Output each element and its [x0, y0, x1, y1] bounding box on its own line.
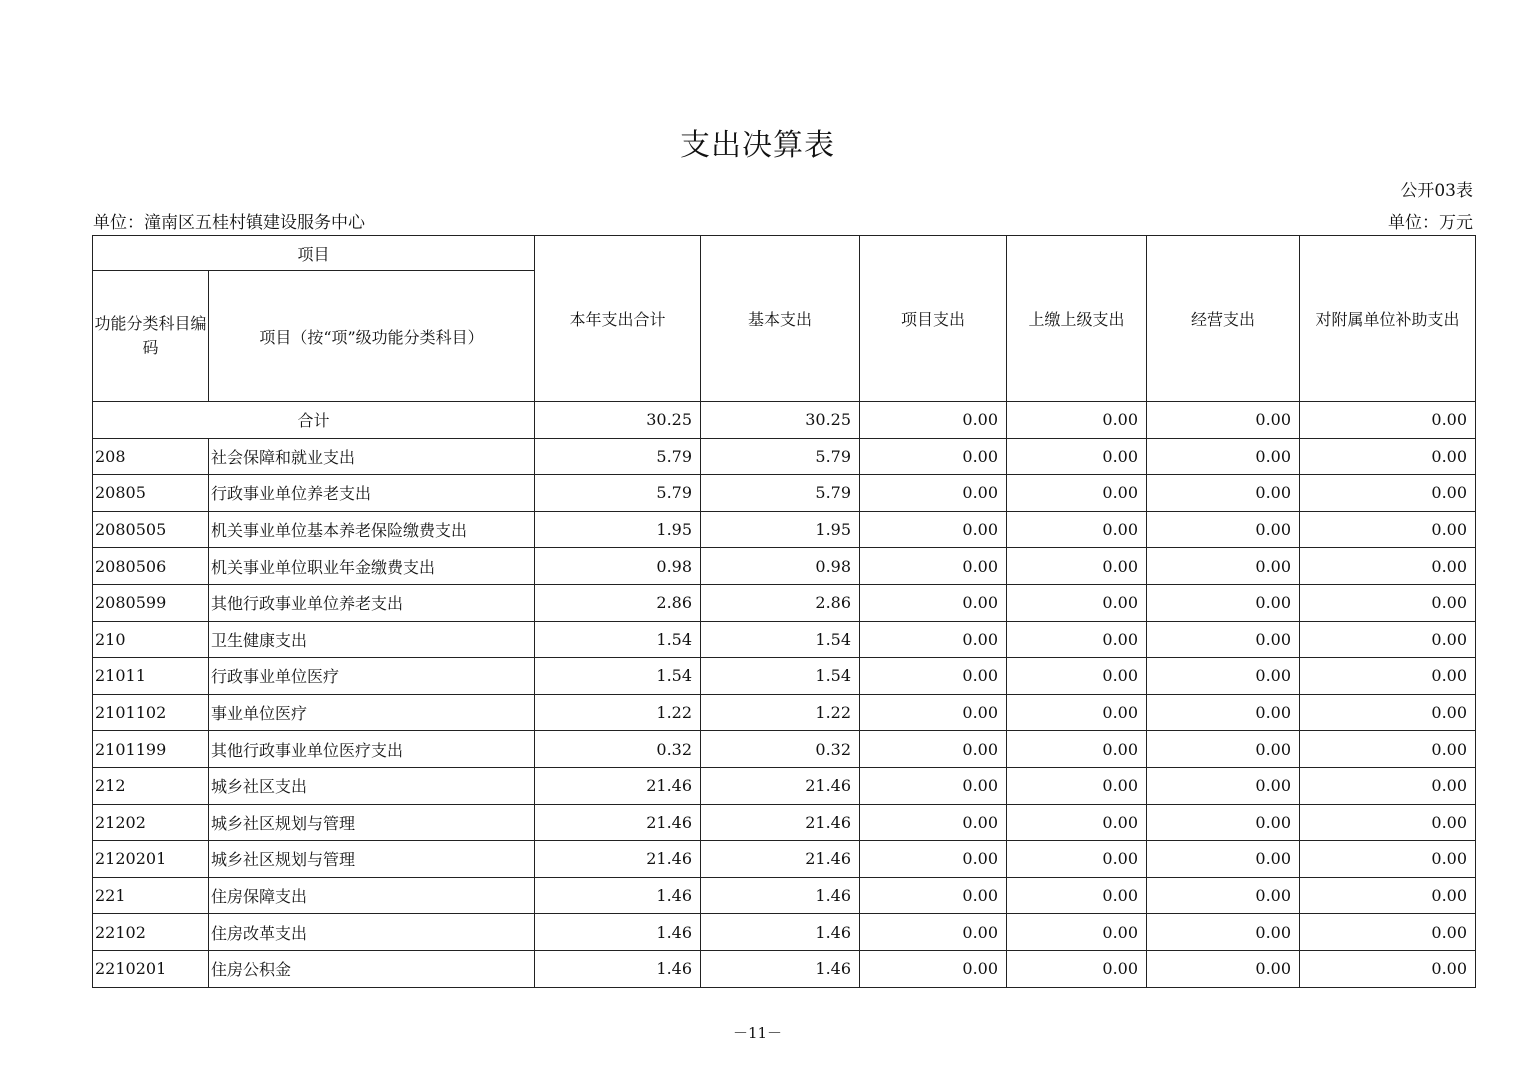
row-subsidy: 0.00: [1300, 658, 1476, 695]
row-total: 1.46: [535, 877, 701, 914]
row-total: 1.22: [535, 694, 701, 731]
row-subsidy: 0.00: [1300, 914, 1476, 951]
row-basic: 5.79: [701, 438, 860, 475]
row-project: 0.00: [860, 621, 1007, 658]
row-project: 0.00: [860, 731, 1007, 768]
row-total: 0.32: [535, 731, 701, 768]
row-name: 住房改革支出: [209, 914, 535, 951]
summary-total: 30.25: [535, 402, 701, 439]
row-name: 行政事业单位养老支出: [209, 475, 535, 512]
row-business: 0.00: [1147, 914, 1300, 951]
row-code: 2120201: [93, 841, 209, 878]
row-code: 21011: [93, 658, 209, 695]
row-code: 2080506: [93, 548, 209, 585]
row-total: 2.86: [535, 584, 701, 621]
row-business: 0.00: [1147, 841, 1300, 878]
table-row: [93, 438, 1476, 475]
row-code: 20805: [93, 475, 209, 512]
row-upper: 0.00: [1007, 658, 1147, 695]
organization-unit: 单位：潼南区五桂村镇建设服务中心: [93, 213, 365, 233]
row-code: 2101102: [93, 694, 209, 731]
row-basic: 21.46: [701, 804, 860, 841]
row-project: 0.00: [860, 511, 1007, 548]
row-total: 1.54: [535, 658, 701, 695]
row-code: 2101199: [93, 731, 209, 768]
row-total: 5.79: [535, 475, 701, 512]
row-upper: 0.00: [1007, 731, 1147, 768]
row-total: 21.46: [535, 804, 701, 841]
table-row: [93, 694, 1476, 731]
row-business: 0.00: [1147, 877, 1300, 914]
row-business: 0.00: [1147, 658, 1300, 695]
row-total: 1.46: [535, 914, 701, 951]
form-number: 公开03表: [1400, 181, 1473, 201]
row-business: 0.00: [1147, 438, 1300, 475]
table-row: [93, 767, 1476, 804]
row-project: 0.00: [860, 438, 1007, 475]
summary-business: 0.00: [1147, 402, 1300, 439]
row-upper: 0.00: [1007, 914, 1147, 951]
row-project: 0.00: [860, 950, 1007, 987]
row-name: 行政事业单位医疗: [209, 658, 535, 695]
row-subsidy: 0.00: [1300, 694, 1476, 731]
currency-unit: 单位：万元: [1388, 213, 1473, 233]
header-code: 功能分类科目编码: [93, 271, 209, 402]
row-business: 0.00: [1147, 621, 1300, 658]
row-basic: 21.46: [701, 767, 860, 804]
row-upper: 0.00: [1007, 621, 1147, 658]
header-basic: 基本支出: [701, 236, 860, 402]
row-subsidy: 0.00: [1300, 438, 1476, 475]
table-row: [93, 511, 1476, 548]
row-code: 221: [93, 877, 209, 914]
row-project: 0.00: [860, 914, 1007, 951]
row-business: 0.00: [1147, 548, 1300, 585]
summary-label: 合计: [93, 402, 535, 439]
row-business: 0.00: [1147, 511, 1300, 548]
row-basic: 1.46: [701, 950, 860, 987]
row-upper: 0.00: [1007, 841, 1147, 878]
table-row: [93, 950, 1476, 987]
row-business: 0.00: [1147, 475, 1300, 512]
row-subsidy: 0.00: [1300, 621, 1476, 658]
table-row: [93, 841, 1476, 878]
row-basic: 1.22: [701, 694, 860, 731]
row-subsidy: 0.00: [1300, 767, 1476, 804]
row-business: 0.00: [1147, 694, 1300, 731]
expenditure-table: [92, 235, 1476, 988]
row-basic: 0.98: [701, 548, 860, 585]
row-name: 其他行政事业单位医疗支出: [209, 731, 535, 768]
header-total: 本年支出合计: [535, 236, 701, 402]
row-subsidy: 0.00: [1300, 584, 1476, 621]
row-basic: 1.54: [701, 658, 860, 695]
row-project: 0.00: [860, 658, 1007, 695]
row-name: 城乡社区规划与管理: [209, 804, 535, 841]
row-upper: 0.00: [1007, 438, 1147, 475]
row-code: 22102: [93, 914, 209, 951]
row-name: 城乡社区支出: [209, 767, 535, 804]
row-name: 事业单位医疗: [209, 694, 535, 731]
row-basic: 5.79: [701, 475, 860, 512]
row-name: 社会保障和就业支出: [209, 438, 535, 475]
row-subsidy: 0.00: [1300, 841, 1476, 878]
row-project: 0.00: [860, 767, 1007, 804]
row-name: 卫生健康支出: [209, 621, 535, 658]
row-subsidy: 0.00: [1300, 475, 1476, 512]
header-project-group: 项目: [93, 236, 535, 271]
summary-project: 0.00: [860, 402, 1007, 439]
row-upper: 0.00: [1007, 584, 1147, 621]
row-code: 2210201: [93, 950, 209, 987]
header-row-top: [93, 236, 1476, 271]
row-name: 城乡社区规划与管理: [209, 841, 535, 878]
page-number: －11－: [732, 1024, 783, 1042]
row-name: 机关事业单位职业年金缴费支出: [209, 548, 535, 585]
row-name: 住房公积金: [209, 950, 535, 987]
row-subsidy: 0.00: [1300, 877, 1476, 914]
summary-upper: 0.00: [1007, 402, 1147, 439]
row-project: 0.00: [860, 804, 1007, 841]
row-project: 0.00: [860, 584, 1007, 621]
row-business: 0.00: [1147, 731, 1300, 768]
row-upper: 0.00: [1007, 804, 1147, 841]
row-basic: 1.54: [701, 621, 860, 658]
row-upper: 0.00: [1007, 511, 1147, 548]
row-basic: 21.46: [701, 841, 860, 878]
table-row: [93, 548, 1476, 585]
table-row: [93, 877, 1476, 914]
table-row: [93, 804, 1476, 841]
row-basic: 0.32: [701, 731, 860, 768]
header-business: 经营支出: [1147, 236, 1300, 402]
row-subsidy: 0.00: [1300, 511, 1476, 548]
row-business: 0.00: [1147, 767, 1300, 804]
row-code: 210: [93, 621, 209, 658]
row-name: 其他行政事业单位养老支出: [209, 584, 535, 621]
row-upper: 0.00: [1007, 548, 1147, 585]
row-basic: 1.46: [701, 914, 860, 951]
row-total: 21.46: [535, 767, 701, 804]
row-project: 0.00: [860, 475, 1007, 512]
header-project: 项目支出: [860, 236, 1007, 402]
row-basic: 1.95: [701, 511, 860, 548]
row-code: 212: [93, 767, 209, 804]
header-subsidy: 对附属单位补助支出: [1300, 236, 1476, 402]
row-subsidy: 0.00: [1300, 804, 1476, 841]
table-row: [93, 731, 1476, 768]
row-business: 0.00: [1147, 804, 1300, 841]
table-row: [93, 584, 1476, 621]
row-business: 0.00: [1147, 584, 1300, 621]
row-total: 1.54: [535, 621, 701, 658]
row-name: 机关事业单位基本养老保险缴费支出: [209, 511, 535, 548]
summary-subsidy: 0.00: [1300, 402, 1476, 439]
row-total: 1.46: [535, 950, 701, 987]
row-business: 0.00: [1147, 950, 1300, 987]
document-title: 支出决算表: [680, 128, 835, 163]
row-basic: 2.86: [701, 584, 860, 621]
row-project: 0.00: [860, 548, 1007, 585]
summary-basic: 30.25: [701, 402, 860, 439]
row-subsidy: 0.00: [1300, 731, 1476, 768]
row-name: 住房保障支出: [209, 877, 535, 914]
table-row: [93, 658, 1476, 695]
row-subsidy: 0.00: [1300, 950, 1476, 987]
row-upper: 0.00: [1007, 694, 1147, 731]
row-basic: 1.46: [701, 877, 860, 914]
row-code: 21202: [93, 804, 209, 841]
table-row: [93, 475, 1476, 512]
row-total: 5.79: [535, 438, 701, 475]
row-total: 21.46: [535, 841, 701, 878]
row-project: 0.00: [860, 841, 1007, 878]
row-project: 0.00: [860, 694, 1007, 731]
row-upper: 0.00: [1007, 475, 1147, 512]
table-row: [93, 621, 1476, 658]
row-subsidy: 0.00: [1300, 548, 1476, 585]
summary-row: [93, 402, 1476, 439]
table-row: [93, 914, 1476, 951]
row-upper: 0.00: [1007, 877, 1147, 914]
row-code: 2080599: [93, 584, 209, 621]
row-total: 0.98: [535, 548, 701, 585]
row-upper: 0.00: [1007, 767, 1147, 804]
header-upper: 上缴上级支出: [1007, 236, 1147, 402]
header-name: 项目（按“项”级功能分类科目）: [209, 271, 535, 402]
row-code: 2080505: [93, 511, 209, 548]
row-project: 0.00: [860, 877, 1007, 914]
row-code: 208: [93, 438, 209, 475]
row-upper: 0.00: [1007, 950, 1147, 987]
row-total: 1.95: [535, 511, 701, 548]
